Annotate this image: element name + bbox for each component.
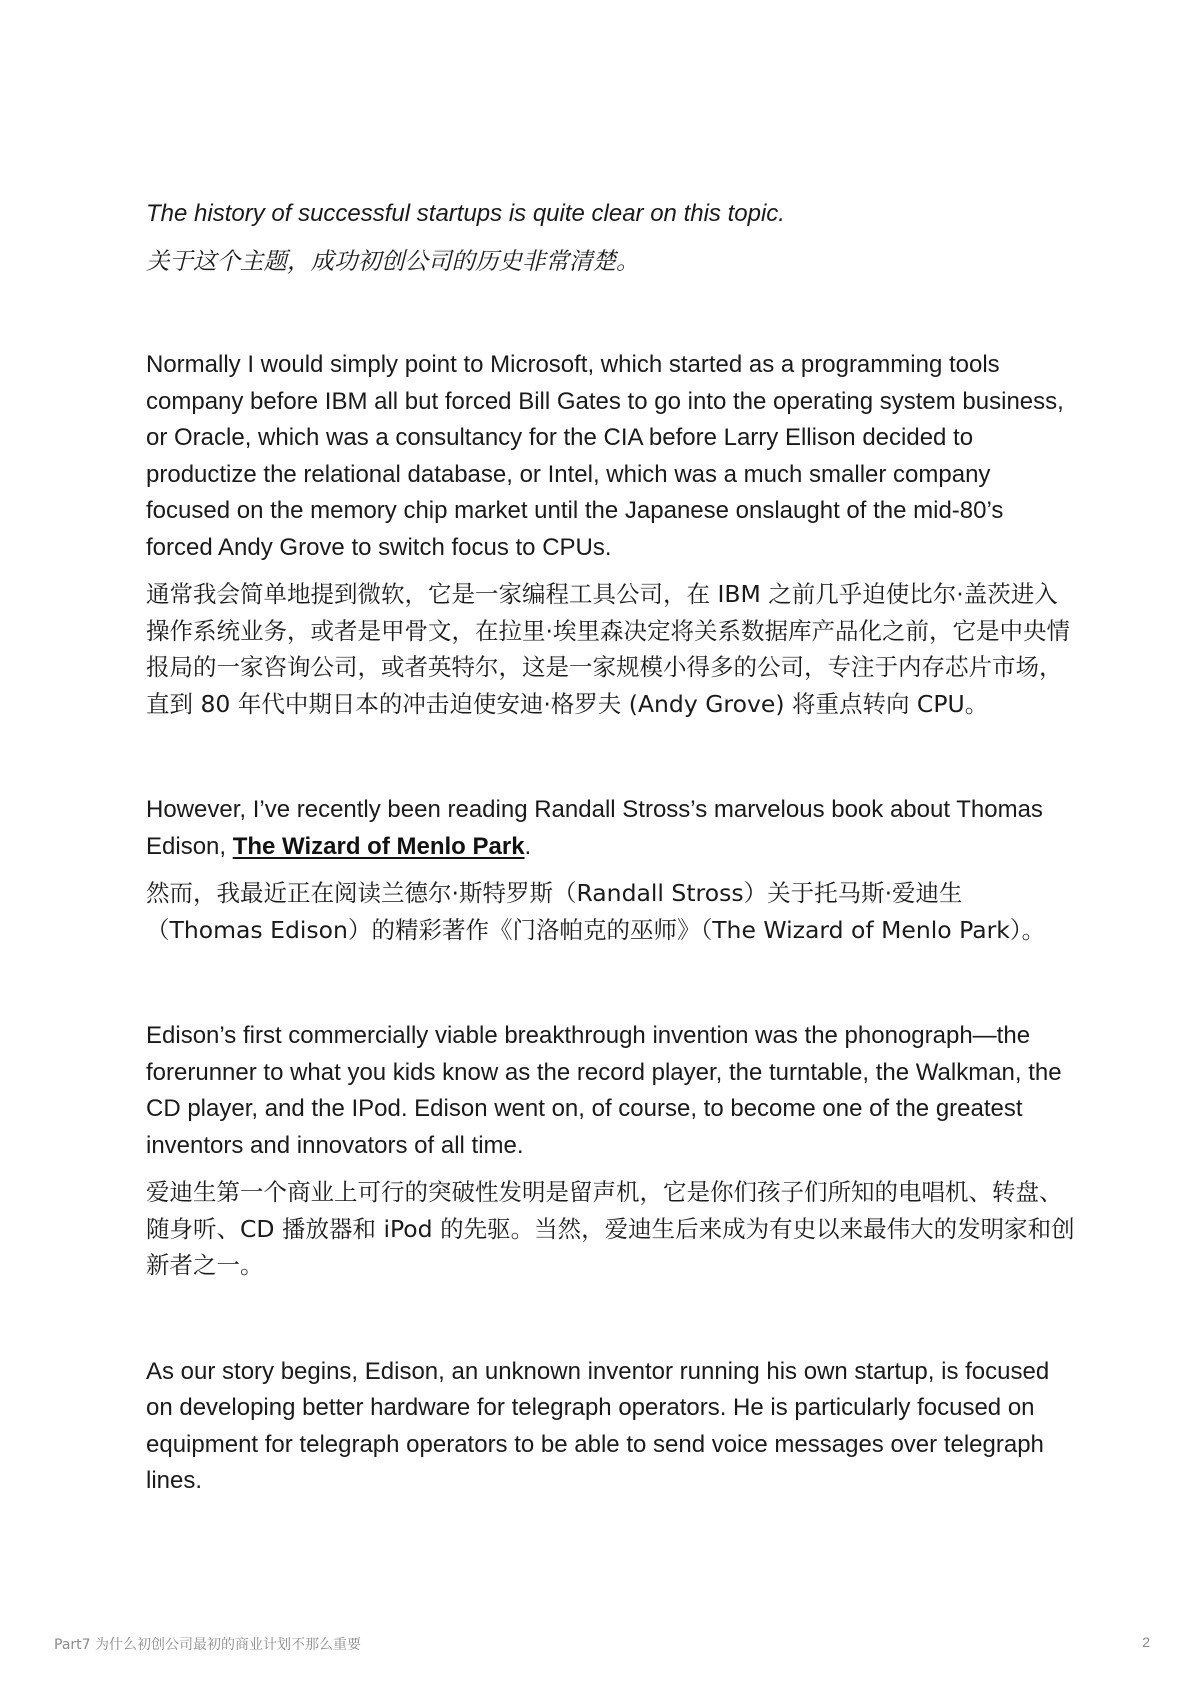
paragraph-block-3 — [146, 792, 1076, 948]
paragraph-cn: 爱迪生第一个商业上可行的突破性发明是留声机，它是你们孩子们所知的电唱机、转盘、随身听、CD 播放器和 iPod 的先驱。当然，爱迪生后来成为有史以来最伟大的发明家和创新者之一。 — [146, 1178, 1075, 1279]
paragraph-en-prefix: However, I’ve recently been reading Randall Stross’s marvelous book about Thomas Edison, — [146, 796, 1043, 860]
book-title-link[interactable]: The Wizard of Menlo Park — [232, 832, 525, 860]
paragraph-cn: 然而，我最近正在阅读兰德尔·斯特罗斯（Randall Stross）关于托马斯·爱迪生（Thomas Edison）的精彩著作《门洛帕克的巫师》（The Wizard of Menlo Park）。 — [146, 879, 1046, 944]
paragraph-en: Edison’s first commercially viable breakthrough invention was the phonograph—the forerunner to what you kids know as the record player, the turntable, the Walkman, the CD player, and the IPod. Edison went on, of course, to become one of the greatest inventors and innovators of all time. — [146, 1022, 1062, 1159]
paragraph-en: As our story begins, Edison, an unknown inventor running his own startup, is focused on developing better hardware for telegraph operators. He is particularly focused on equipment for telegraph operators to be able to send voice messages over telegraph lines. — [146, 1357, 1050, 1494]
paragraph-block-4 — [146, 1018, 1076, 1284]
paragraph-block-1 — [146, 196, 1076, 279]
paragraph-cn: 关于这个主题，成功初创公司的历史非常清楚。 — [146, 246, 640, 275]
paragraph-en — [146, 792, 1076, 865]
paragraph-en: The history of successful startups is quite clear on this topic. — [146, 200, 785, 227]
paragraph-en-suffix: . — [524, 832, 532, 860]
footer-page-number: 2 — [1142, 1634, 1150, 1650]
paragraph-en: Normally I would simply point to Microsoft, which started as a programming tools company before IBM all but forced Bill Gates to go into the operating system business, or Oracle, which was a consultancy for the CIA before Larry Ellison decided to productize the relational database, or Intel, which was a much smaller company focused on the memory chip market until the Japanese onslaught of the mid-80’s forced Andy Grove to switch focus to CPUs. — [146, 351, 1064, 561]
paragraph-block-2 — [146, 347, 1076, 722]
footer-chapter-title: Part7 为什么初创公司最初的商业计划不那么重要 — [54, 1637, 361, 1653]
paragraph-block-5 — [146, 1354, 1076, 1500]
paragraph-cn: 通常我会简单地提到微软，它是一家编程工具公司，在 IBM 之前几乎迫使比尔·盖茨进入操作系统业务，或者是甲骨文，在拉里·埃里森决定将关系数据库产品化之前，它是中央情报局的一家咨询公司，或者英特尔，这是一家规模小得多的公司，专注于内存芯片市场，直到 80 年代中期日本的冲击迫使安迪·格罗夫 (Andy Grove) 将重点转向 CPU。 — [146, 580, 1070, 718]
document-body — [146, 196, 1076, 1562]
